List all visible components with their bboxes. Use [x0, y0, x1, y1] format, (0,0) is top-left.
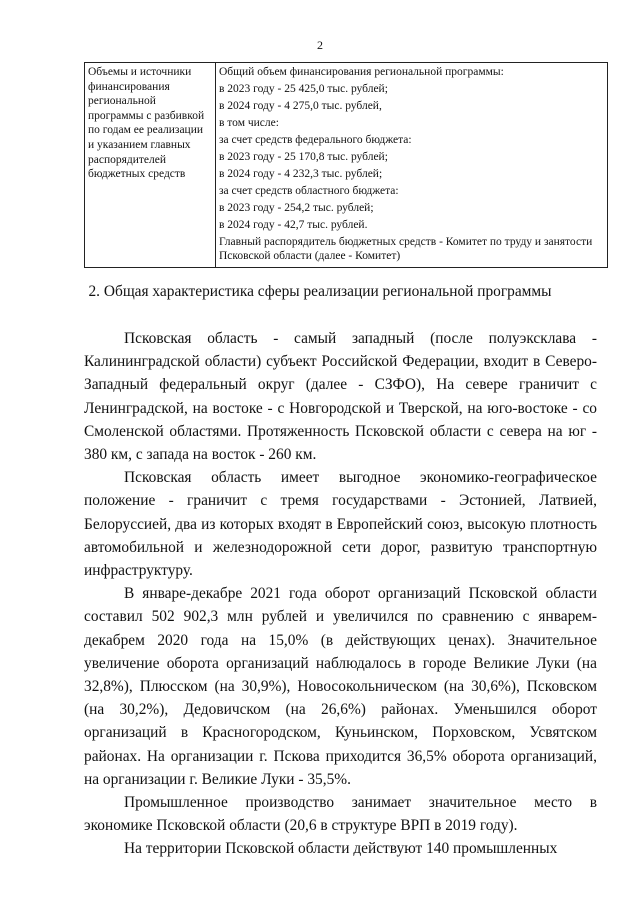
- financing-line-2024-total: в 2024 году - 4 275,0 тыс. рублей,: [219, 99, 382, 112]
- financing-details-cell: [216, 63, 608, 268]
- paragraph-geography: Псковская область - самый западный (после полуэксклава - Калининградской области) субъект Российской Федерации, входит в Северо-Западный федеральный округ (далее - СЗФО), На севере граничит с Ленинградской, на востоке - с Новгородской и Тверской, на юго-востоке - со Смоленской областями. Протяженность Псковской области с севера на юг - 380 км, с запада на восток - 260 км.: [84, 330, 597, 464]
- paragraph-turnover: В январе-декабре 2021 года оборот организаций Псковской области составил 502 902,3 млн рублей и увеличился по сравнению с январем-декабрем 2020 года на 15,0% (в действующих ценах). Значительное увеличение оборота организаций наблюдалось в городе Великие Луки (на 32,8%), Плюсском (на 30,9%), Новосокольническом (на 30,6%), Псковском (на 30,2%), Дедовичском (на 26,6%) районах. Уменьшился оборот организаций в Красногородском, Куньинском, Порховском, Усвятском районах. На организации г. Пскова приходится 36,5% оборота организаций, на организации г. Великие Луки - 35,5%.: [84, 585, 597, 788]
- financing-line-total: Общий объем финансирования региональной программы:: [219, 66, 504, 78]
- financing-table: [84, 62, 608, 268]
- financing-line-federal-2024: в 2024 году - 4 232,3 тыс. рублей;: [219, 167, 383, 180]
- financing-line-distributor: Главный распорядитель бюджетных средств - Комитет по труду и занятости Псковской области (далее - Комитет): [219, 235, 593, 263]
- financing-line-2023-total: в 2023 году - 25 425,0 тыс. рублей;: [219, 82, 388, 95]
- page-number: 2: [317, 38, 323, 52]
- paragraph-enterprises: На территории Псковской области действуют 140 промышленных: [124, 840, 558, 858]
- financing-label-cell: Объемы и источники финансирования региональной программы с разбивкой по годам ее реализации и указанием главных распорядителей бюджетных средств: [85, 63, 216, 268]
- financing-line-including: в том числе:: [219, 116, 279, 129]
- financing-line-regional-2024: в 2024 году - 42,7 тыс. рублей.: [219, 218, 368, 231]
- financing-line-federal-2023: в 2023 году - 25 170,8 тыс. рублей;: [219, 150, 388, 163]
- body-text: [84, 327, 597, 861]
- financing-line-regional-heading: за счет средств областного бюджета:: [219, 184, 399, 197]
- paragraph-industry: Промышленное производство занимает значительное место в экономике Псковской области (20,6 в структуре ВРП в 2019 году).: [84, 794, 597, 835]
- financing-row: [85, 63, 608, 268]
- financing-line-federal-heading: за счет средств федерального бюджета:: [219, 133, 412, 146]
- section-heading: 2. Общая характеристика сферы реализации региональной программы: [88, 283, 552, 300]
- paragraph-position: Псковская область имеет выгодное экономико-географическое положение - граничит с тремя государствами - Эстонией, Латвией, Белоруссией, два из которых входят в Европейский союз, высокую плотность автомобильной и железнодорожной сети дорог, развитую транспортную инфраструктуру.: [84, 469, 597, 580]
- financing-line-regional-2023: в 2023 году - 254,2 тыс. рублей;: [219, 201, 374, 214]
